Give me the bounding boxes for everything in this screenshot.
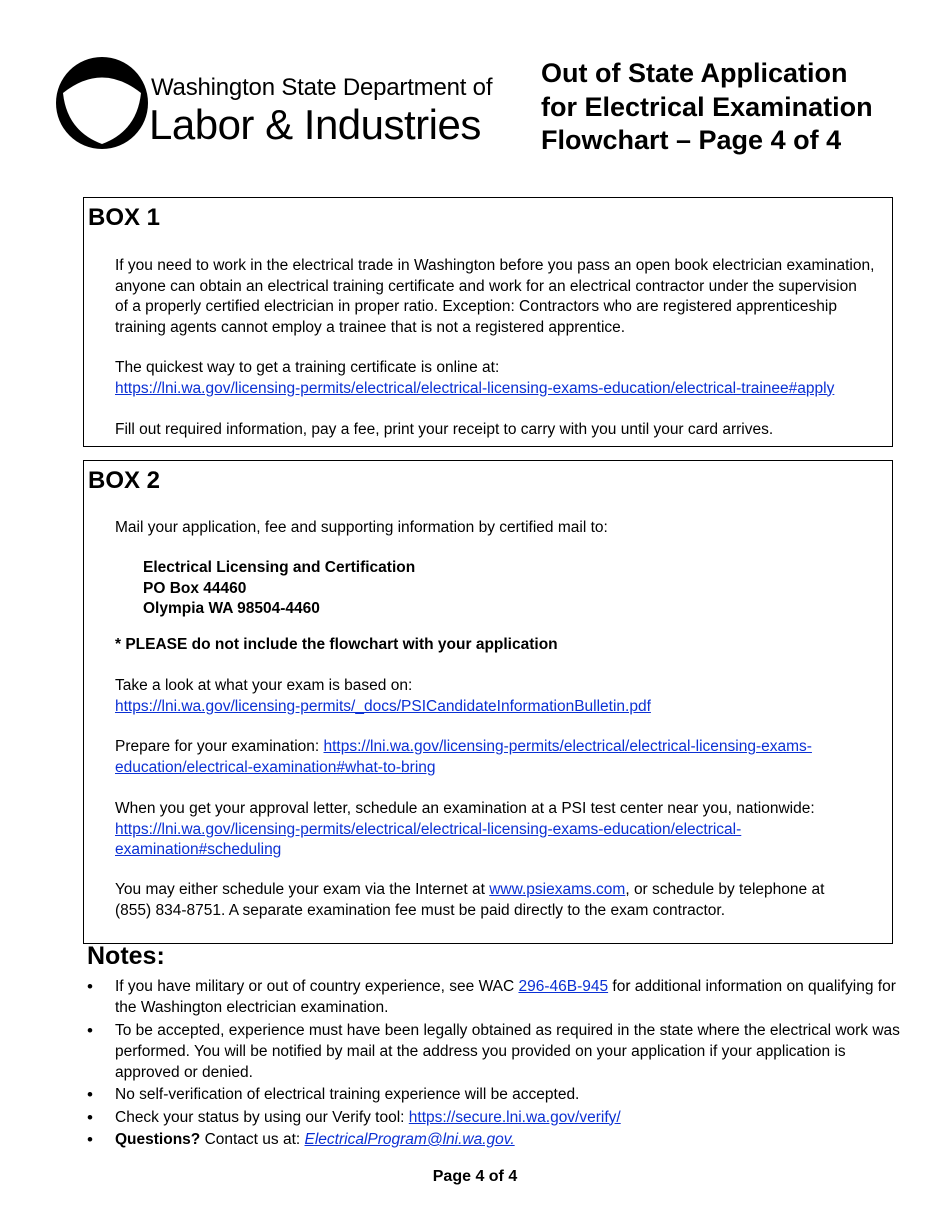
address-line: Olympia WA 98504-4460 xyxy=(143,600,320,617)
what-to-bring-link-cont[interactable]: education/electrical-examination#what-to-bring xyxy=(115,758,436,776)
exam-basis-intro: Take a look at what your exam is based on: xyxy=(115,677,413,694)
lni-logo-icon xyxy=(55,56,149,150)
psi-text-pre: You may either schedule your exam via the Internet at xyxy=(115,881,490,898)
psiexams-link[interactable]: www.psiexams.com xyxy=(489,881,626,898)
wac-link[interactable]: 296-46B-945 xyxy=(518,978,609,995)
trainee-apply-link[interactable]: https://lni.wa.gov/licensing-permits/electrical/electrical-licensing-exams-education/electrical-trainee#apply xyxy=(115,379,835,397)
what-to-bring-link[interactable]: https://lni.wa.gov/licensing-permits/electrical/electrical-licensing-exams- xyxy=(323,738,812,755)
title-line-2: for Electrical Examination xyxy=(541,91,873,122)
note-military xyxy=(87,976,907,1018)
exam-basis-paragraph xyxy=(115,676,895,717)
fee-paragraph: Fill out required information, pay a fee, print your receipt to carry with you until your card arrives. xyxy=(115,421,774,438)
online-certificate-paragraph xyxy=(115,358,895,399)
box-1-title: BOX 1 xyxy=(88,204,161,231)
notes-list xyxy=(87,976,907,1152)
candidate-bulletin-link[interactable]: https://lni.wa.gov/licensing-permits/_docs/PSICandidateInformationBulletin.pdf xyxy=(115,697,651,715)
email-link[interactable]: ElectricalProgram@lni.wa.gov. xyxy=(304,1131,515,1148)
online-intro: The quickest way to get a training certificate is online at: xyxy=(115,359,500,376)
document-title xyxy=(541,57,936,158)
psi-text-post: , or schedule by telephone at xyxy=(625,881,825,898)
agency-name-line2: Labor & Industries xyxy=(149,101,481,148)
scheduling-link-cont[interactable]: examination#scheduling xyxy=(115,841,282,858)
title-line-3: Flowchart – Page 4 of 4 xyxy=(541,125,842,155)
note-questions xyxy=(87,1129,907,1150)
page-number: Page 4 of 4 xyxy=(432,1168,518,1185)
note-text: for additional information on qualifying for the Washington electrician examination. xyxy=(115,978,896,1016)
mailing-address xyxy=(143,558,923,620)
agency-logo xyxy=(55,56,493,151)
title-line-1: Out of State Application xyxy=(541,58,848,88)
address-line: PO Box 44460 xyxy=(143,579,247,597)
scheduling-link[interactable]: https://lni.wa.gov/licensing-permits/electrical/electrical-licensing-exams-education/electrical- xyxy=(115,820,742,838)
note-self-verification: • No self-verification of electrical training experience will be accepted. xyxy=(87,1084,907,1105)
questions-label: Questions? xyxy=(115,1131,201,1148)
training-certificate-paragraph xyxy=(115,256,895,338)
paragraph-line: of a properly certified electrician in proper ratio. Exception: Contractors who are registered apprenticeship xyxy=(115,298,837,315)
schedule-paragraph xyxy=(115,799,895,861)
box-2 xyxy=(83,460,893,944)
notes-title: Notes: xyxy=(87,942,165,970)
paragraph-line: If you need to work in the electrical trade in Washington before you pass an open book electrician examination, xyxy=(115,257,875,274)
psi-paragraph xyxy=(115,880,895,921)
verify-link[interactable]: https://secure.lni.wa.gov/verify/ xyxy=(408,1108,621,1126)
note-verify-tool xyxy=(87,1107,907,1128)
note-text: Contact us at: xyxy=(200,1131,305,1148)
box-1 xyxy=(83,197,893,447)
prepare-label: Prepare for your examination: xyxy=(115,738,324,755)
schedule-intro: When you get your approval letter, schedule an examination at a PSI test center near you, nationwide: xyxy=(115,800,815,817)
prepare-paragraph xyxy=(115,737,895,778)
paragraph-line: training agents cannot employ a trainee that is not a registered apprentice. xyxy=(115,318,626,336)
mail-intro: Mail your application, fee and supporting information by certified mail to: xyxy=(115,519,608,536)
note-text: If you have military or out of country experience, see WAC xyxy=(115,978,519,995)
psi-phone-line: (855) 834-8751. A separate examination fee must be paid directly to the exam contractor. xyxy=(115,901,726,919)
agency-name-line1: Washington State Department of xyxy=(151,74,493,101)
box-2-title: BOX 2 xyxy=(88,467,161,494)
flowchart-warning: * PLEASE do not include the flowchart with your application xyxy=(115,636,558,653)
note-text: Check your status by using our Verify tool: xyxy=(115,1108,409,1126)
address-line: Electrical Licensing and Certification xyxy=(143,559,416,576)
paragraph-line: anyone can obtain an electrical training certificate and work for an electrical contractor under the supervision xyxy=(115,277,857,295)
note-experience: • To be accepted, experience must have been legally obtained as required in the state where the electrical work was performed. You will be notified by mail at the address you provided on your application if your application is approved or denied. xyxy=(87,1020,907,1083)
